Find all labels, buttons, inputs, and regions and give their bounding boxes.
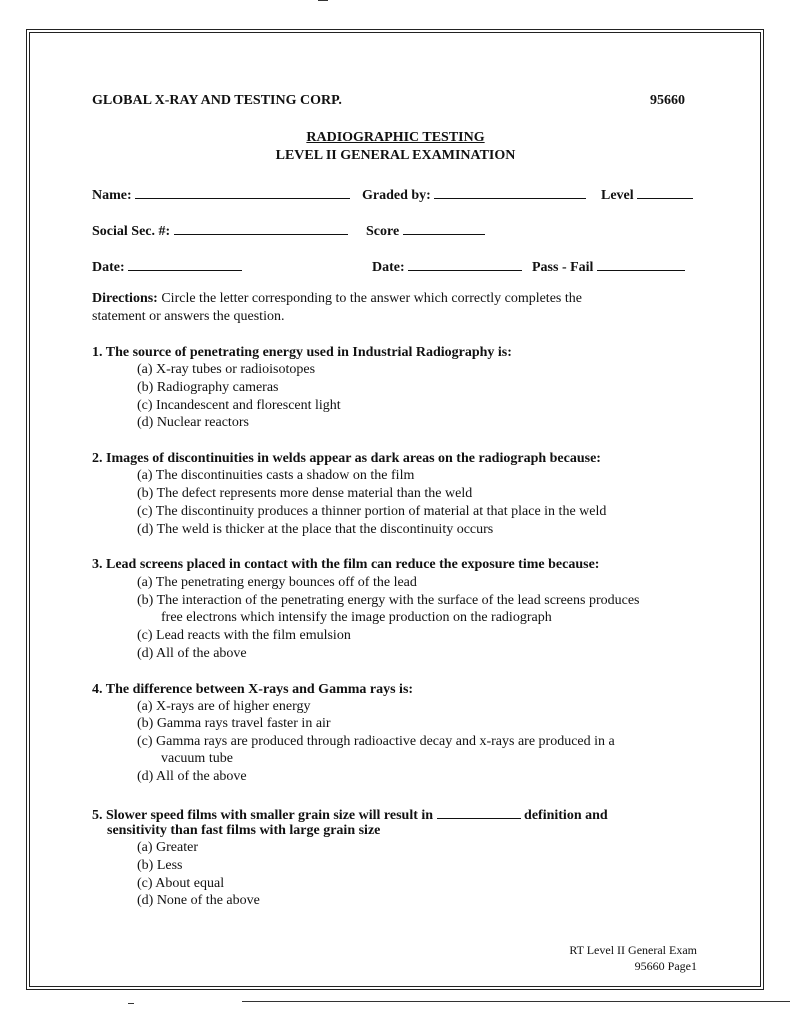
question-1-stem: 1. The source of penetrating energy used in Industrial Radiography is: (92, 345, 512, 360)
level-label: Level (601, 188, 634, 203)
question-3-option-c[interactable]: (c) Lead reacts with the film emulsion (137, 628, 351, 643)
question-2-option-c[interactable]: (c) The discontinuity produces a thinner portion of material at that place in the weld (137, 504, 607, 519)
question-4-option-d[interactable]: (d) All of the above (137, 769, 247, 784)
directions-label: Directions: (92, 291, 158, 306)
question-2-option-b[interactable]: (b) The defect represents more dense material than the weld (137, 486, 473, 501)
question-5-stem-part2: definition and (524, 808, 608, 823)
directions (92, 290, 582, 326)
question-3-option-b[interactable]: (b) The interaction of the penetrating energy with the surface of the lead screens produces (137, 593, 640, 608)
level-blank[interactable] (637, 184, 693, 199)
exam-subtitle: LEVEL II GENERAL EXAMINATION (275, 148, 516, 163)
question-5-option-a[interactable]: (a) Greater (137, 840, 199, 855)
question-5-option-c[interactable]: (c) About equal (137, 876, 225, 891)
ssn-field[interactable] (92, 220, 348, 240)
form-number: 95660 (650, 93, 685, 108)
question-1-option-c[interactable]: (c) Incandescent and florescent light (137, 398, 341, 413)
graded-by-blank[interactable] (434, 184, 586, 199)
score-label: Score (366, 224, 400, 239)
name-blank[interactable] (135, 184, 350, 199)
question-5-option-d[interactable]: (d) None of the above (137, 893, 260, 908)
scan-mark-top (318, 0, 328, 1)
directions-text-line2: statement or answers the question. (92, 309, 285, 324)
date-label-2: Date: (372, 260, 405, 275)
question-4-option-a[interactable]: (a) X-rays are of higher energy (137, 699, 311, 714)
question-4-option-b[interactable]: (b) Gamma rays travel faster in air (137, 716, 331, 731)
date-field-2[interactable] (372, 256, 522, 276)
score-field[interactable] (366, 220, 485, 240)
graded-by-label: Graded by: (362, 188, 431, 203)
question-3-stem: 3. Lead screens placed in contact with the film can reduce the exposure time because: (92, 557, 600, 572)
ssn-blank[interactable] (174, 220, 348, 235)
question-4-option-c-continuation: vacuum tube (161, 751, 233, 766)
graded-by-field[interactable] (362, 184, 586, 204)
question-3-option-a[interactable]: (a) The penetrating energy bounces off of the lead (137, 575, 417, 590)
date-blank-2[interactable] (408, 256, 522, 271)
footer-exam-name: RT Level II General Exam (569, 943, 697, 957)
score-blank[interactable] (403, 220, 485, 235)
question-5-option-b[interactable]: (b) Less (137, 858, 183, 873)
date-blank-1[interactable] (128, 256, 242, 271)
question-5-stem-line2: sensitivity than fast films with large grain size (107, 823, 381, 838)
date-field-1[interactable] (92, 256, 242, 276)
exam-title (0, 130, 791, 146)
exam-title-text: RADIOGRAPHIC TESTING (306, 130, 485, 145)
scan-mark-bottom-rule (242, 1001, 790, 1002)
question-1-option-a[interactable]: (a) X-ray tubes or radioisotopes (137, 362, 316, 377)
question-3-option-b-continuation: free electrons which intensify the image production on the radiograph (161, 610, 552, 625)
question-5-blank[interactable] (437, 804, 521, 819)
question-4-stem: 4. The difference between X-rays and Gamma rays is: (92, 682, 414, 697)
ssn-label: Social Sec. #: (92, 224, 171, 239)
date-label-1: Date: (92, 260, 125, 275)
name-field[interactable] (92, 184, 350, 204)
pass-fail-label: Pass - Fail (532, 260, 594, 275)
footer-page-number: 95660 Page1 (634, 959, 697, 973)
question-1-option-d[interactable]: (d) Nuclear reactors (137, 415, 249, 430)
name-label: Name: (92, 188, 132, 203)
question-1-option-b[interactable]: (b) Radiography cameras (137, 380, 279, 395)
question-2-option-d[interactable]: (d) The weld is thicker at the place that the discontinuity occurs (137, 522, 494, 537)
scan-mark-bottom-left (128, 1003, 134, 1004)
company-name: GLOBAL X-RAY AND TESTING CORP. (92, 93, 342, 108)
level-field[interactable] (601, 184, 693, 204)
pass-fail-blank[interactable] (597, 256, 685, 271)
question-2-option-a[interactable]: (a) The discontinuities casts a shadow on the film (137, 468, 415, 483)
pass-fail-field[interactable] (532, 256, 685, 276)
question-2-stem: 2. Images of discontinuities in welds appear as dark areas on the radiograph because: (92, 451, 601, 466)
question-5-stem-part1: 5. Slower speed films with smaller grain size will result in (92, 808, 434, 823)
question-3-option-d[interactable]: (d) All of the above (137, 646, 247, 661)
directions-text-line1: Circle the letter corresponding to the answer which correctly completes the (161, 291, 582, 306)
question-4-option-c[interactable]: (c) Gamma rays are produced through radioactive decay and x-rays are produced in a (137, 734, 615, 749)
